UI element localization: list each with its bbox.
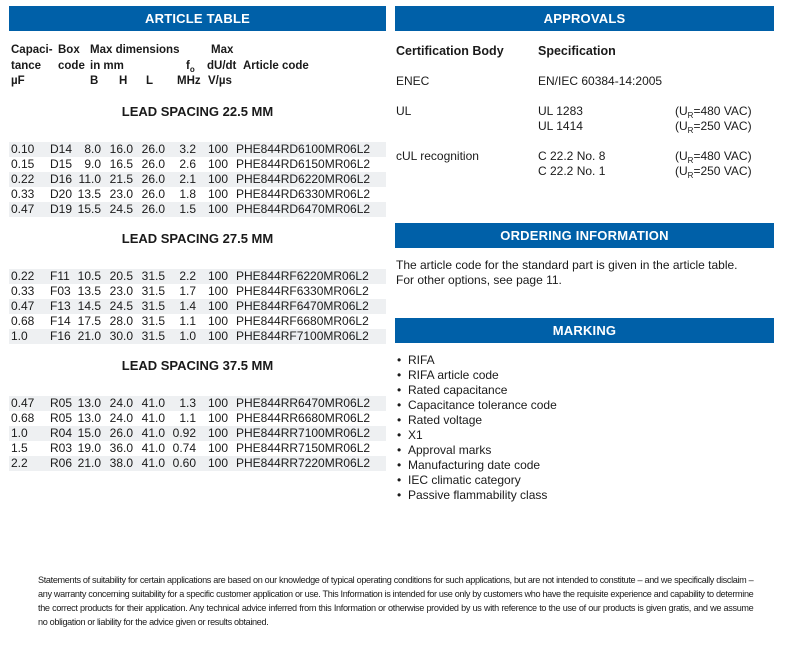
header-h: H: [119, 75, 128, 87]
enec-spec: EN/IEC 60384-14:2005: [538, 74, 663, 88]
cell: R04: [50, 426, 73, 440]
header-dims: Max dimensions: [90, 44, 180, 56]
cell: 0.68: [11, 314, 35, 328]
cell: R06: [50, 456, 73, 470]
cell: F14: [50, 314, 71, 328]
cell: 14.5: [77, 299, 101, 313]
cell: 0.22: [11, 172, 35, 186]
ordering-text: For other options, see page 11.: [396, 273, 562, 287]
header-cap-1: Capaci-: [11, 44, 53, 56]
marking-item: [397, 368, 557, 383]
header-b: B: [90, 75, 99, 87]
cell: 11.0: [78, 172, 101, 186]
cell: 19.0: [77, 441, 101, 455]
table-row: [9, 187, 386, 202]
cell: 23.0: [109, 284, 133, 298]
header-dudt-unit: V/µs: [208, 75, 232, 87]
cell: 26.0: [141, 142, 165, 156]
cell: 21.0: [77, 456, 101, 470]
cell: 26.0: [141, 157, 165, 171]
cell: PHE844RD6470MR06L2: [236, 202, 371, 216]
cell: 38.0: [109, 456, 133, 470]
voltage: =480 VAC): [693, 104, 752, 118]
cell: PHE844RF6680MR06L2: [236, 314, 369, 328]
cell: 16.0: [109, 142, 133, 156]
cell: 1.7: [179, 284, 196, 298]
table-row: [9, 269, 386, 284]
cell: 24.5: [109, 299, 133, 313]
voltage: =480 VAC): [693, 149, 752, 163]
table-row: [9, 411, 386, 426]
cell: 23.0: [109, 187, 133, 201]
cell: 100: [208, 299, 229, 313]
marking-item-label: Passive flammability class: [408, 488, 548, 502]
cell: 100: [208, 329, 229, 343]
ordering-text: The article code for the standard part is given in the article table.: [396, 258, 738, 272]
cell: 0.60: [172, 456, 196, 470]
ul-voltage: [675, 104, 752, 120]
marking-item-label: Rated voltage: [408, 413, 483, 427]
header-l: L: [146, 75, 154, 87]
cell: 100: [208, 426, 229, 440]
marking-item: [397, 398, 557, 413]
cell: 0.74: [172, 441, 196, 455]
cell: 15.5: [77, 202, 101, 216]
marking-item-label: RIFA: [408, 353, 435, 367]
cul-voltage: [675, 164, 752, 180]
cell: 100: [208, 157, 229, 171]
cell: 3.2: [179, 142, 196, 156]
header-max: Max: [211, 44, 234, 56]
cell: 2.6: [179, 157, 196, 171]
u-sub: R: [687, 156, 694, 165]
u-prefix: (U: [675, 119, 688, 133]
ordering-header: ORDERING INFORMATION: [395, 223, 774, 248]
header-cap-3: µF: [11, 75, 25, 87]
voltage: =250 VAC): [693, 164, 752, 178]
marking-item-label: RIFA article code: [408, 368, 499, 382]
table-row: [9, 202, 386, 217]
cell: 9.0: [84, 157, 101, 171]
cell: 20.5: [109, 269, 133, 283]
cell: 41.0: [141, 426, 165, 440]
cell: 100: [208, 456, 229, 470]
cell: 1.5: [179, 202, 196, 216]
cell: 24.0: [109, 396, 133, 410]
cell: 31.5: [141, 299, 165, 313]
table-22-5: [9, 142, 386, 217]
cell: 0.47: [11, 202, 35, 216]
ul-spec: UL 1283: [538, 104, 583, 118]
cell: 30.0: [109, 329, 133, 343]
marking-item: [397, 413, 557, 428]
cell: 41.0: [141, 441, 165, 455]
cell: 0.10: [11, 142, 35, 156]
cell: F13: [50, 299, 71, 313]
cell: 0.33: [11, 187, 35, 201]
cell: 100: [208, 314, 229, 328]
cell: 100: [208, 269, 229, 283]
cell: 8.0: [84, 142, 101, 156]
cell: R05: [50, 411, 73, 425]
cell: 100: [208, 172, 229, 186]
approvals-col-body: Certification Body: [396, 44, 504, 58]
cell: 2.2: [11, 456, 28, 470]
cell: 24.0: [109, 411, 133, 425]
cell: 100: [208, 441, 229, 455]
table-row: [9, 299, 386, 314]
ul-body: UL: [396, 104, 412, 118]
cell: 31.5: [141, 329, 165, 343]
table-row: [9, 142, 386, 157]
header-fo: [186, 60, 195, 74]
u-prefix: (U: [675, 164, 688, 178]
cell: 13.5: [77, 284, 101, 298]
cell: D15: [50, 157, 73, 171]
marking-item-label: Approval marks: [408, 443, 492, 457]
approvals-col-spec: Specification: [538, 44, 616, 58]
cell: 0.92: [172, 426, 196, 440]
u-sub: R: [687, 111, 694, 120]
cell: 26.0: [141, 187, 165, 201]
marking-item: [397, 353, 557, 368]
cell: 1.1: [179, 314, 196, 328]
header-fo-unit: MHz: [177, 75, 201, 87]
cell: 31.5: [141, 269, 165, 283]
cell: PHE844RF6220MR06L2: [236, 269, 369, 283]
cell: R05: [50, 396, 73, 410]
marking-item: [397, 458, 557, 473]
cell: D19: [50, 202, 73, 216]
marking-item: [397, 428, 557, 443]
section-title: LEAD SPACING 37.5 MM: [121, 358, 274, 373]
header-box-1: Box: [58, 44, 80, 56]
cell: 26.0: [141, 172, 165, 186]
cul-spec: C 22.2 No. 1: [538, 164, 606, 178]
cell: 100: [208, 284, 229, 298]
marking-item: [397, 488, 557, 503]
cell: 24.5: [109, 202, 133, 216]
ul-voltage: [675, 119, 752, 135]
marking-item: [397, 443, 557, 458]
disclaimer: Statements of suitability for certain applications are based on our knowledge of typical operating conditions for such applications, but are not intended to constitute – and we specifically disclaim – any warranty concerning suitability for a specific customer application or use. This Information is intended for use only by customers who have the requisite experience and capability to determine the correct products for their application. Any technical advice inferred from this Information or otherwise provided by us with reference to the use of our products is given gratis, and we assume no obligation or liability for the advice given or results obtained.: [38, 575, 754, 627]
cell: F03: [50, 284, 71, 298]
table-27-5: [9, 269, 386, 344]
marking-list: [397, 353, 557, 503]
header-box-2: code: [58, 60, 85, 72]
cell: 0.22: [11, 269, 35, 283]
cell: 31.5: [141, 284, 165, 298]
cell: 1.8: [179, 187, 196, 201]
cell: PHE844RD6100MR06L2: [236, 142, 371, 156]
section-title: LEAD SPACING 22.5 MM: [121, 104, 274, 119]
cell: F16: [50, 329, 71, 343]
cell: 100: [208, 411, 229, 425]
cell: 41.0: [141, 396, 165, 410]
table-row: [9, 172, 386, 187]
cul-voltage: [675, 149, 752, 165]
cell: 21.5: [109, 172, 133, 186]
cell: 31.5: [141, 314, 165, 328]
cell: 2.2: [179, 269, 196, 283]
cell: PHE844RF6330MR06L2: [236, 284, 369, 298]
cell: R03: [50, 441, 73, 455]
cell: 1.3: [179, 396, 196, 410]
cell: 1.1: [179, 411, 196, 425]
cell: 13.0: [77, 396, 101, 410]
header-article: Article code: [243, 60, 309, 72]
header-fo-sub: o: [189, 65, 195, 74]
cell: D20: [50, 187, 73, 201]
cell: 1.0: [179, 329, 196, 343]
cell: 26.0: [109, 426, 133, 440]
enec-body: ENEC: [396, 74, 430, 88]
cell: 21.0: [77, 329, 101, 343]
cell: 0.15: [11, 157, 35, 171]
cell: 1.0: [11, 329, 28, 343]
cell: 28.0: [109, 314, 133, 328]
header-cap-2: tance: [11, 60, 42, 72]
marking-item: [397, 383, 557, 398]
cell: 0.47: [11, 396, 35, 410]
cell: PHE844RR7220MR06L2: [236, 456, 371, 470]
cell: 0.68: [11, 411, 35, 425]
cell: PHE844RR6680MR06L2: [236, 411, 371, 425]
cell: 13.0: [77, 411, 101, 425]
cell: 1.0: [11, 426, 28, 440]
header-dudt: dU/dt: [207, 60, 237, 72]
cell: PHE844RF7100MR06L2: [236, 329, 369, 343]
cell: PHE844RR7150MR06L2: [236, 441, 371, 455]
cul-spec: C 22.2 No. 8: [538, 149, 606, 163]
cell: 41.0: [141, 411, 165, 425]
u-prefix: (U: [675, 104, 688, 118]
table-row: [9, 396, 386, 411]
marking-item-label: Manufacturing date code: [408, 458, 541, 472]
table-37-5: [9, 396, 386, 471]
cell: PHE844RF6470MR06L2: [236, 299, 369, 313]
cul-body: cUL recognition: [396, 149, 479, 163]
cell: 13.5: [77, 187, 101, 201]
cell: PHE844RD6220MR06L2: [236, 172, 371, 186]
table-row: [9, 157, 386, 172]
cell: D16: [50, 172, 73, 186]
ul-spec: UL 1414: [538, 119, 583, 133]
marking-header: MARKING: [395, 318, 774, 343]
cell: 0.47: [11, 299, 35, 313]
u-sub: R: [687, 171, 694, 180]
header-inmm: in mm: [90, 60, 124, 72]
cell: 100: [208, 202, 229, 216]
table-row: [9, 284, 386, 299]
cell: 15.0: [77, 426, 101, 440]
article-table-header: ARTICLE TABLE: [9, 6, 386, 31]
header-fo-label: f: [186, 60, 190, 72]
section-title: LEAD SPACING 27.5 MM: [121, 231, 274, 246]
voltage: =250 VAC): [693, 119, 752, 133]
cell: 1.5: [11, 441, 28, 455]
cell: 100: [208, 396, 229, 410]
cell: PHE844RD6330MR06L2: [236, 187, 371, 201]
table-row: [9, 426, 386, 441]
cell: 36.0: [109, 441, 133, 455]
marking-item: [397, 473, 557, 488]
cell: 1.4: [179, 299, 196, 313]
marking-item-label: Capacitance tolerance code: [408, 398, 557, 412]
cell: F11: [50, 269, 70, 283]
table-row: [9, 314, 386, 329]
cell: 41.0: [141, 456, 165, 470]
cell: 10.5: [77, 269, 101, 283]
cell: 100: [208, 142, 229, 156]
u-sub: R: [687, 126, 694, 135]
table-row: [9, 329, 386, 344]
cell: 0.33: [11, 284, 35, 298]
approvals-header: APPROVALS: [395, 6, 774, 31]
marking-item-label: IEC climatic category: [408, 473, 521, 487]
marking-item-label: X1: [408, 428, 423, 442]
cell: PHE844RD6150MR06L2: [236, 157, 371, 171]
u-prefix: (U: [675, 149, 688, 163]
cell: D14: [50, 142, 73, 156]
table-row: [9, 456, 386, 471]
marking-item-label: Rated capacitance: [408, 383, 508, 397]
cell: 100: [208, 187, 229, 201]
cell: PHE844RR6470MR06L2: [236, 396, 371, 410]
cell: 2.1: [179, 172, 196, 186]
cell: 16.5: [109, 157, 133, 171]
cell: 26.0: [141, 202, 165, 216]
table-row: [9, 441, 386, 456]
cell: PHE844RR7100MR06L2: [236, 426, 371, 440]
cell: 17.5: [77, 314, 101, 328]
